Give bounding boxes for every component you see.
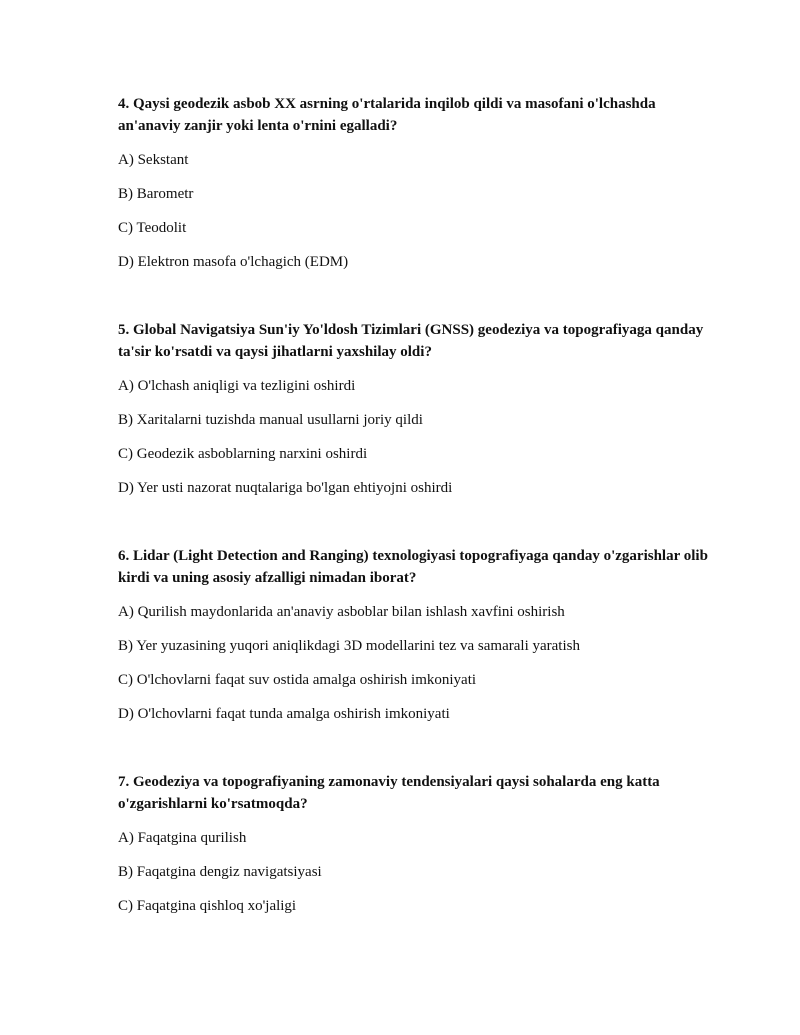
question-spacer — [118, 285, 718, 319]
answer-option-a: A) Sekstant — [118, 152, 189, 168]
answer-option-b: B) Xaritalarni tuzishda manual usullarni joriy qildi — [118, 412, 423, 428]
question-6 — [118, 545, 718, 725]
question-spacer — [118, 511, 718, 545]
answer-option-c: C) Geodezik asboblarning narxini oshirdi — [118, 446, 368, 462]
question-5 — [118, 319, 718, 499]
answer-option-c: C) Faqatgina qishloq xo'jaligi — [118, 898, 297, 914]
question-title: 5. Global Navigatsiya Sun'iy Yo'ldosh Tizimlari (GNSS) geodeziya va topografiyaga qanday ta'sir ko'rsatdi va qaysi jihatlarni yaxshilay oldi? — [118, 322, 704, 360]
answer-option-b: B) Faqatgina dengiz navigatsiyasi — [118, 864, 322, 880]
answer-option-d: D) Yer usti nazorat nuqtalariga bo'lgan ehtiyojni oshirdi — [118, 480, 453, 496]
question-7 — [118, 771, 718, 917]
question-title: 6. Lidar (Light Detection and Ranging) texnologiyasi topografiyaga qanday o'zgarishlar olib kirdi va uning asosiy afzalligi nimadan iborat? — [118, 548, 708, 586]
question-title: 7. Geodeziya va topografiyaning zamonaviy tendensiyalari qaysi sohalarda eng katta o'zgarishlarni ko'rsatmoqda? — [118, 774, 660, 812]
answer-option-a: A) Faqatgina qurilish — [118, 830, 247, 846]
answer-option-d: D) O'lchovlarni faqat tunda amalga oshirish imkoniyati — [118, 706, 450, 722]
answer-option-d: D) Elektron masofa o'lchagich (EDM) — [118, 254, 349, 270]
question-title: 4. Qaysi geodezik asbob XX asrning o'rtalarida inqilob qildi va masofani o'lchashda an'anaviy zanjir yoki lenta o'rnini egalladi? — [118, 96, 656, 134]
document-page — [118, 93, 718, 929]
answer-option-b: B) Yer yuzasining yuqori aniqlikdagi 3D modellarini tez va samarali yaratish — [118, 638, 580, 654]
answer-option-a: A) Qurilish maydonlarida an'anaviy asboblar bilan ishlash xavfini oshirish — [118, 604, 565, 620]
question-spacer — [118, 737, 718, 771]
answer-option-b: B) Barometr — [118, 186, 194, 202]
answer-option-c: C) O'lchovlarni faqat suv ostida amalga oshirish imkoniyati — [118, 672, 477, 688]
question-4 — [118, 93, 718, 273]
answer-option-a: A) O'lchash aniqligi va tezligini oshirdi — [118, 378, 356, 394]
answer-option-c: C) Teodolit — [118, 220, 187, 236]
